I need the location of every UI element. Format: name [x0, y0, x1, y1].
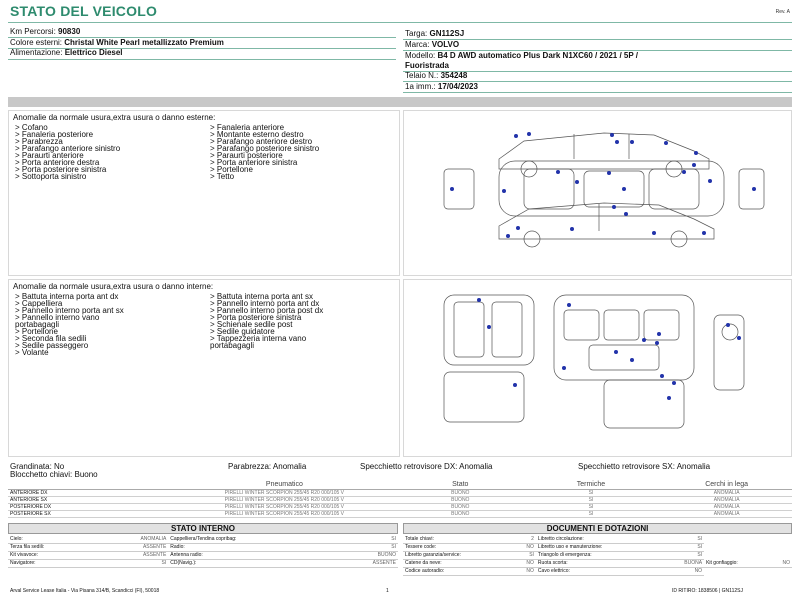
- table-row: [403, 567, 792, 575]
- anomaly-item: > Parafango anteriore destro: [210, 137, 313, 146]
- external-anomalies-title: Anomalie da normale usura,extra usura o danno esterne:: [13, 113, 216, 122]
- anomaly-item: > Cappelliera: [15, 299, 63, 308]
- specchietto-sx-status: Specchietto retrovisore SX: Anomalia: [578, 462, 711, 471]
- anomaly-item: > Schienale sedile post: [210, 320, 293, 329]
- anomaly-item: > Porta posteriore sinistra: [210, 313, 302, 322]
- anomaly-item: > Sedile guidatore: [210, 327, 275, 336]
- targa-field: Targa: GN112SJ: [405, 29, 465, 38]
- field-label: Triangolo di emergenza:: [536, 551, 664, 559]
- row-divider: [8, 59, 396, 60]
- tyre-stato: BUONO: [400, 503, 521, 510]
- tyre-pos: POSTERIORE DX: [8, 503, 169, 510]
- specchietto-dx-status: Specchietto retrovisore DX: Anomalia: [360, 462, 493, 471]
- internal-list-col2: [210, 293, 323, 349]
- modello-field: Modello: B4 D AWD automatico Plus Dark N1XC60 / 2021 / 5P /: [405, 51, 639, 60]
- parabrezza-status: Parabrezza: Anomalia: [228, 462, 307, 471]
- tyre-stato: BUONO: [400, 510, 521, 517]
- alimentazione-field: Alimentazione: Elettrico Diesel: [10, 48, 123, 57]
- anomaly-item: > Paraurti posteriore: [210, 151, 283, 160]
- anomaly-item: > Battuta interna porta ant sx: [210, 292, 313, 301]
- tyre-stato: BUONO: [400, 496, 521, 503]
- table-row: [8, 510, 792, 517]
- anomaly-item: > Montante esterno destro: [210, 130, 304, 139]
- field-value: SI: [664, 551, 705, 559]
- field-label: Libretto garanzia/service:: [403, 551, 515, 559]
- field-value: 2: [515, 535, 536, 543]
- tyres-header-stato: Stato: [400, 480, 521, 489]
- field-label: CD(Navig.):: [168, 559, 333, 567]
- marca-field: Marca: VOLVO: [405, 40, 460, 49]
- field-value: ASSENTE: [98, 551, 168, 559]
- field-label: Terza fila sedili:: [8, 543, 98, 551]
- revision-label: Rev. A: [775, 9, 790, 15]
- tyre-desc: PIRELLI WINTER SCORPION 255/45 R20 000/105 V: [169, 503, 400, 510]
- tyres-header-termiche: Termiche: [521, 480, 662, 489]
- tyre-term: SI: [521, 489, 662, 496]
- field-label: Kit vivavoce:: [8, 551, 98, 559]
- tyre-pos: ANTERIORE SX: [8, 496, 169, 503]
- field-label: Kit gonfiaggio:: [704, 559, 770, 567]
- anomaly-item: > Pannello interno porta ant sx: [15, 306, 124, 315]
- internal-diagram-panel: [403, 279, 792, 457]
- external-list-col2: [210, 124, 319, 180]
- car-interior-diagram: [404, 280, 793, 458]
- table-row: [8, 535, 398, 543]
- field-label: Antenna radio:: [168, 551, 333, 559]
- field-value: BUONA: [664, 559, 705, 567]
- anomaly-item: > Sottoporta sinistro: [15, 172, 87, 181]
- field-value: SI: [334, 535, 398, 543]
- anomaly-item: > Fanaleria posteriore: [15, 130, 94, 139]
- anomaly-item: > Tappezzeria interna vano: [210, 334, 307, 343]
- section-band: [8, 97, 792, 107]
- footer-page: 1: [386, 588, 389, 594]
- table-row: [403, 535, 792, 543]
- anomaly-item: > Paraurti anteriore: [15, 151, 84, 160]
- telaio-field: Telaio N.: 354248: [405, 71, 468, 80]
- row-divider: [403, 39, 792, 40]
- documenti-title: DOCUMENTI E DOTAZIONI: [403, 523, 792, 534]
- field-label: Radio:: [168, 543, 333, 551]
- tyres-header-pneumatico: Pneumatico: [169, 480, 400, 489]
- table-row: [8, 551, 398, 559]
- row-divider: [403, 92, 792, 93]
- anomaly-item: > Tetto: [210, 172, 235, 181]
- km-field: Km Percorsi: 90830: [10, 27, 81, 36]
- field-label: Ruota scorta:: [536, 559, 664, 567]
- tyre-desc: PIRELLI WINTER SCORPION 255/45 R20 000/105 V: [169, 496, 400, 503]
- anomaly-item: > Parafango anteriore sinistro: [15, 144, 121, 153]
- field-value: NO: [515, 559, 536, 567]
- anomaly-item: portabagagli: [15, 320, 60, 329]
- field-value: SI: [98, 559, 168, 567]
- field-value: SI: [334, 543, 398, 551]
- external-diagram-panel: [403, 110, 792, 276]
- car-exterior-diagram: [404, 111, 793, 277]
- field-value: ASSENTE: [98, 543, 168, 551]
- anomaly-item: > Porta anteriore sinistra: [210, 158, 298, 167]
- title-divider: [8, 22, 792, 23]
- table-row: [8, 489, 792, 496]
- table-row: [8, 559, 398, 567]
- table-row: [8, 496, 792, 503]
- tyre-cerchi: ANOMALIA: [661, 489, 792, 496]
- table-row: [8, 543, 398, 551]
- modello-field-line2: Fuoristrada: [405, 61, 450, 70]
- tyre-stato: BUONO: [400, 489, 521, 496]
- tyre-pos: POSTERIORE SX: [8, 510, 169, 517]
- field-label: Codice autoradio:: [403, 567, 515, 575]
- anomaly-item: > Pannello interno porta ant dx: [210, 299, 320, 308]
- table-row: [8, 503, 792, 510]
- external-list-col1: [15, 124, 120, 180]
- tyre-desc: PIRELLI WINTER SCORPION 255/45 R20 000/105 V: [169, 510, 400, 517]
- field-value: NO: [515, 543, 536, 551]
- field-label: Tessere code:: [403, 543, 515, 551]
- field-value: NO: [771, 559, 792, 567]
- documenti-table: [403, 535, 792, 576]
- tyre-cerchi: ANOMALIA: [661, 503, 792, 510]
- field-value: BUONO: [334, 551, 398, 559]
- field-value: ASSENTE: [334, 559, 398, 567]
- immatricolazione-field: 1a imm.: 17/04/2023: [405, 82, 478, 91]
- tyre-term: SI: [521, 510, 662, 517]
- field-label: Cavo elettrico:: [536, 567, 664, 575]
- field-value: SI: [664, 543, 705, 551]
- field-label: Catene da neve:: [403, 559, 515, 567]
- tyre-pos: ANTERIORE DX: [8, 489, 169, 496]
- field-label: Cappelliera/Tendina copribag:: [168, 535, 333, 543]
- tyres-header-cerchi: Cerchi in lega: [661, 480, 792, 489]
- blocchetto-status: Blocchetto chiavi: Buono: [10, 470, 98, 479]
- field-value: NO: [515, 567, 536, 575]
- field-label: Cielo:: [8, 535, 98, 543]
- page-title: STATO DEL VEICOLO: [10, 3, 158, 19]
- anomaly-item: > Cofano: [15, 123, 48, 132]
- tyre-cerchi: ANOMALIA: [661, 496, 792, 503]
- field-label: Libretto circolazione:: [536, 535, 664, 543]
- anomaly-item: > Parafango posteriore sinistro: [210, 144, 320, 153]
- anomaly-item: > Battuta interna porta ant dx: [15, 292, 119, 301]
- footer-id: ID RITIRO: 1838506 | GN112SJ: [672, 588, 743, 594]
- field-value: SI: [515, 551, 536, 559]
- anomaly-item: > Fanaleria anteriore: [210, 123, 285, 132]
- tyre-term: SI: [521, 496, 662, 503]
- tyre-desc: PIRELLI WINTER SCORPION 255/45 R20 000/105 V: [169, 489, 400, 496]
- colore-field: Colore esterni: Christal White Pearl metallizzato Premium: [10, 38, 224, 47]
- stato-interno-table: [8, 535, 398, 568]
- anomaly-item: > Portellone: [15, 327, 58, 336]
- field-label: Libretto uso e manutenzione:: [536, 543, 664, 551]
- field-value: ANOMALIA: [98, 535, 168, 543]
- internal-anomalies-title: Anomalie da normale usura,extra usura o danno interne:: [13, 282, 214, 291]
- anomaly-item: > Parabrezza: [15, 137, 63, 146]
- table-row: [403, 543, 792, 551]
- table-row: [403, 551, 792, 559]
- tyre-term: SI: [521, 503, 662, 510]
- field-value: NO: [664, 567, 705, 575]
- anomaly-item: portabagagli: [210, 341, 255, 350]
- tyres-table: [8, 480, 792, 518]
- field-label: Navigatore:: [8, 559, 98, 567]
- footer-company: Arval Service Lease Italia - Via Pisana 314/B, Scandicci (FI), 50018: [10, 588, 160, 594]
- anomaly-item: > Sedile passeggero: [15, 341, 89, 350]
- anomaly-item: > Pannello interno vano: [15, 313, 100, 322]
- anomaly-item: > Portellone: [210, 165, 253, 174]
- stato-interno-title: STATO INTERNO: [8, 523, 398, 534]
- anomaly-item: > Pannello interno porta post dx: [210, 306, 324, 315]
- anomaly-item: > Volante: [15, 348, 49, 357]
- grandinata-status: Grandinata: No: [10, 462, 65, 471]
- field-label: Totale chiavi:: [403, 535, 515, 543]
- anomaly-item: > Porta posteriore sinistra: [15, 165, 107, 174]
- anomaly-item: > Seconda fila sedili: [15, 334, 87, 343]
- internal-list-col1: [15, 293, 124, 356]
- tyre-cerchi: ANOMALIA: [661, 510, 792, 517]
- anomaly-item: > Porta anteriore destra: [15, 158, 100, 167]
- table-row: [403, 559, 792, 567]
- field-value: SI: [664, 535, 705, 543]
